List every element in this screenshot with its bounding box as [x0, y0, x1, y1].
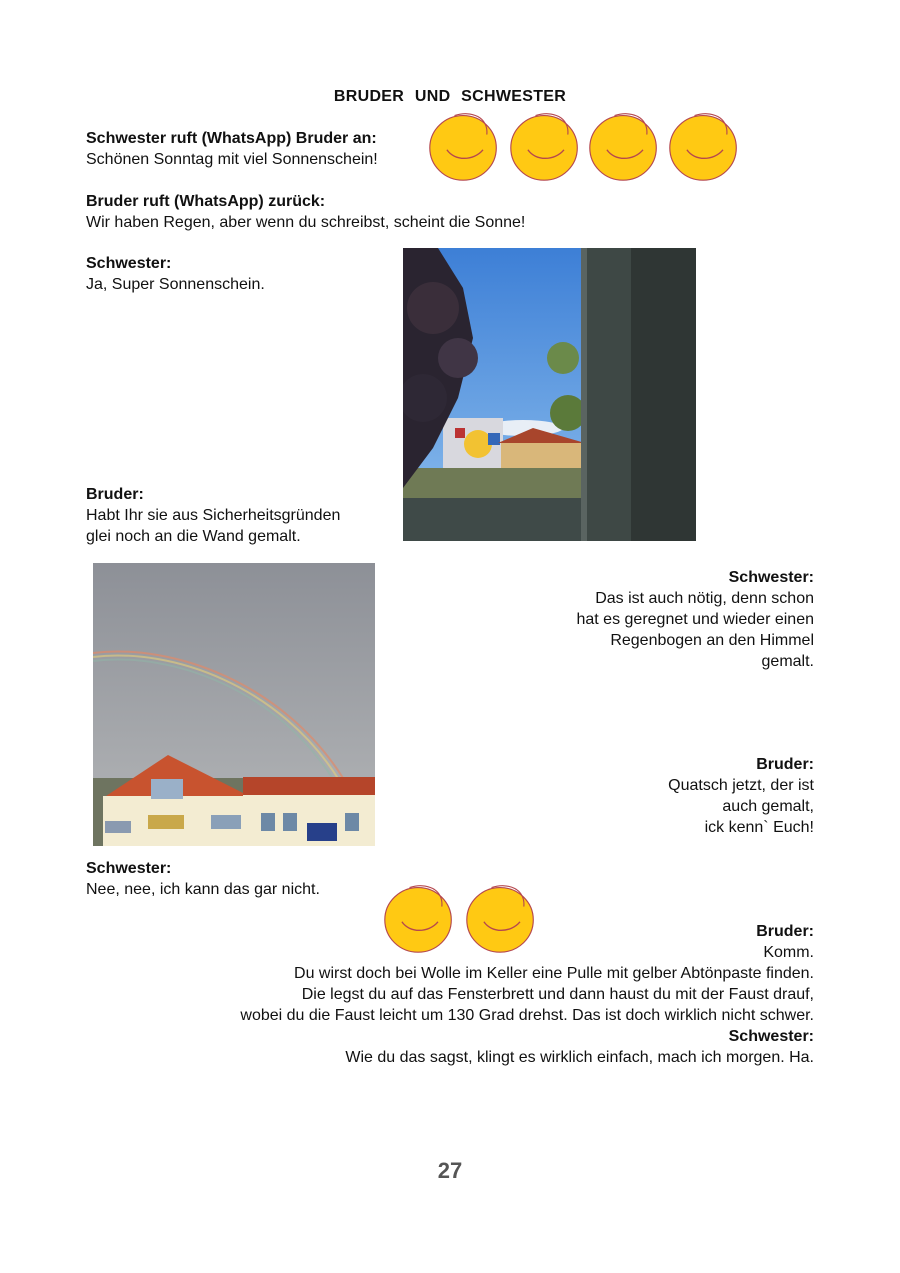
- dialogue-line: Schönen Sonntag mit viel Sonnenschein!: [86, 151, 378, 168]
- dialogue-line: Wie du das sagst, klingt es wirklich einfach, mach ich morgen. Ha.: [345, 1049, 814, 1066]
- dialogue-line: Das ist auch nötig, denn schon: [595, 590, 814, 607]
- speaker-label: Bruder:: [86, 486, 144, 503]
- page-number: 27: [437, 1158, 463, 1183]
- dialogue-line: auch gemalt,: [722, 798, 814, 815]
- dialogue-line: Die legst du auf das Fensterbrett und dann haust du mit der Faust drauf,: [301, 986, 814, 1003]
- speaker-label: Schwester:: [86, 255, 172, 272]
- dialogue-line: Komm.: [763, 944, 814, 961]
- dialogue-line: Habt Ihr sie aus Sicherheitsgründen: [86, 507, 341, 524]
- speaker-label: Bruder:: [756, 756, 814, 773]
- dialogue-block-6: [420, 754, 814, 838]
- dialogue-block-4: [86, 484, 340, 547]
- dialogue-line: Ja, Super Sonnenschein.: [86, 276, 265, 293]
- dialogue-line: gemalt.: [761, 653, 814, 670]
- page-title: BRUDER UND SCHWESTER: [333, 88, 567, 105]
- dialogue-line: Wir haben Regen, aber wenn du schreibst, scheint die Sonne!: [86, 214, 526, 231]
- photo-sun-mural: [403, 248, 696, 541]
- dialogue-block-5: [420, 567, 814, 672]
- dialogue-line: ick kenn` Euch!: [704, 819, 814, 836]
- speaker-label: Schwester ruft (WhatsApp) Bruder an:: [86, 130, 377, 147]
- sun-smiley-icon: [586, 108, 662, 184]
- dialogue-line: Nee, nee, ich kann das gar nicht.: [86, 881, 320, 898]
- sun-smiley-icon: [666, 108, 742, 184]
- dialogue-block-7: [86, 858, 320, 900]
- dialogue-line: Du wirst doch bei Wolle im Keller eine Pulle mit gelber Abtönpaste finden.: [294, 965, 814, 982]
- speaker-label: Schwester:: [86, 860, 172, 877]
- dialogue-block-3: [86, 253, 265, 295]
- dialogue-line: glei noch an die Wand gemalt.: [86, 528, 301, 545]
- sun-smiley-icon: [507, 108, 583, 184]
- dialogue-line: Regenbogen an den Himmel: [610, 632, 814, 649]
- dialogue-block-2: [86, 191, 525, 233]
- dialogue-block-1: [86, 128, 378, 170]
- speaker-label: Schwester:: [728, 569, 814, 586]
- speaker-label: Bruder:: [756, 923, 814, 940]
- dialogue-line: hat es geregnet und wieder einen: [576, 611, 814, 628]
- dialogue-block-8: [120, 921, 814, 1068]
- dialogue-line: wobei du die Faust leicht um 130 Grad drehst. Das ist doch wirklich nicht schwer.: [240, 1007, 814, 1024]
- dialogue-line: Quatsch jetzt, der ist: [668, 777, 814, 794]
- sun-smiley-icon: [426, 108, 502, 184]
- photo-rainbow: [93, 563, 375, 846]
- speaker-label: Schwester:: [728, 1028, 814, 1045]
- speaker-label: Bruder ruft (WhatsApp) zurück:: [86, 193, 326, 210]
